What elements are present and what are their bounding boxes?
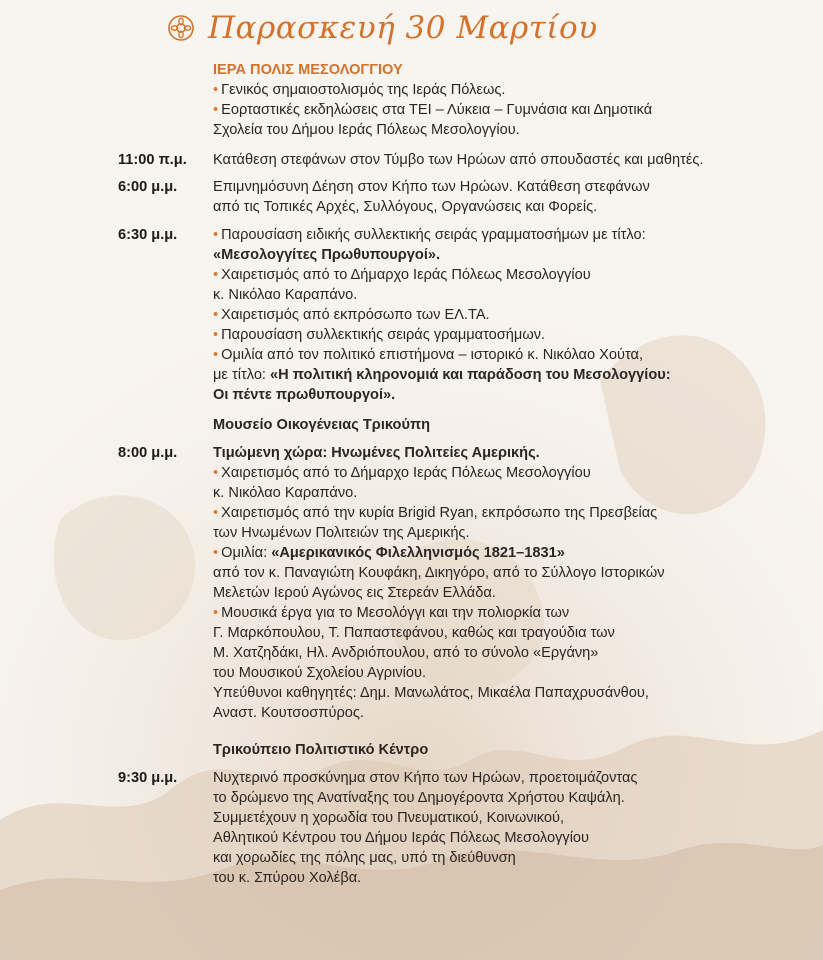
event-description: Κατάθεση στεφάνων στον Τύμβο των Ηρώων από σπουδαστές και μαθητές. [213,152,704,168]
page-title: Παρασκευή 30 Μαρτίου [208,10,598,46]
event-time: 9:30 μ.μ. [118,770,178,786]
event-description: Επιμνημόσυνη Δέηση στον Κήπο των Ηρώων. Κατάθεση στεφάνων από τις Τοπικές Αρχές, Συλλόγους, Οργανώσεις και Φορείς. [213,179,650,215]
venue-heading: Τρικούπειο Πολιτιστικό Κέντρο [213,742,429,758]
event-description: Τιμώμενη χώρα: Ηνωμένες Πολιτείες Αμερικής. • Χαιρετισμός από το Δήμαρχο Ιεράς Πόλεως Μεσολογγίου κ. Νικόλαο Καραπάνο. • Χαιρετισμός από την κυρία Brigid Ryan, εκπρόσωπο της Πρεσβείας των Ηνωμένων Πολιτειών της Αμερικής. • Ομιλία: «Αμερικανικός Φιλελληνισμός 1821–1831» από τον κ. Παναγιώτη Κουφάκη, Δικηγόρο, από το Σύλλογο Ιστορικών Μελετών Ιερού Αγώνος εις Στερεάν Ελλάδα. • Μουσικά έργα για το Μεσολόγγι και την πολιορκία των Γ. Μαρκόπουλου, Τ. Παπαστεφάνου, καθώς και τραγούδια των Μ. Χατζηδάκι, Ηλ. Ανδριόπουλου, από το σύνολο «Εργάνη» του Μουσικού Σχολείου Αγρινίου. Υπεύθυνοι καθηγητές: Δημ. Μανωλάτος, Μικαέλα Παπαχρυσάνθου, Αναστ. Κουτσοσπύρος. [213,445,665,721]
event-description: • Παρουσίαση ειδικής συλλεκτικής σειράς γραμματοσήμων με τίτλο: «Μεσολογγίτες Πρωθυπουργοί». • Χαιρετισμός από το Δήμαρχο Ιεράς Πόλεως Μεσολογγίου κ. Νικόλαο Καραπάνο. • Χαιρετισμός από εκπρόσωπο των ΕΛ.ΤΑ. • Παρουσίαση συλλεκτικής σειράς γραμματοσήμων. • Ομιλία από τον πολιτικό επιστήμονα – ιστορικό κ. Νικόλαο Χούτα, με τίτλο: «Η πολιτική κληρονομιά και παράδοση του Μεσολογγίου: Οι πέντε πρωθυπουργοί». [213,227,671,403]
event-time: 6:00 μ.μ. [118,179,178,195]
event-time: 8:00 μ.μ. [118,445,178,461]
venue-heading: Μουσείο Οικογένειας Τρικούπη [213,417,431,433]
list-item: • Γενικός σημαιοστολισμός της Ιεράς Πόλεως. [213,82,506,98]
section-heading [213,60,773,140]
page-header [168,8,598,48]
event-time: 6:30 μ.μ. [118,227,178,243]
rosette-icon [168,15,194,41]
list-item-continued: Σχολεία του Δήμου Ιεράς Πόλεως Μεσολογγίου. [213,122,520,138]
event-description: Νυχτερινό προσκύνημα στον Κήπο των Ηρώων, προετοιμάζοντας το δρώμενο της Ανατίναξης του Δημογέροντα Χρήστου Καψάλη. Συμμετέχουν η χορωδία του Πνευματικού, Κοινωνικού, Αθλητικού Κέντρου του Δήμου Ιεράς Πόλεως Μεσολογγίου και χορωδίες της πόλης μας, υπό τη διεύθυνση του κ. Σπύρου Χολέβα. [213,770,638,886]
city-heading: ΙΕΡΑ ΠΟΛΙΣ ΜΕΣΟΛΟΓΓΙΟΥ [213,62,403,78]
list-item: • Εορταστικές εκδηλώσεις στα ΤΕΙ – Λύκεια – Γυμνάσια και Δημοτικά [213,102,653,118]
event-time: 11:00 π.μ. [118,152,187,168]
